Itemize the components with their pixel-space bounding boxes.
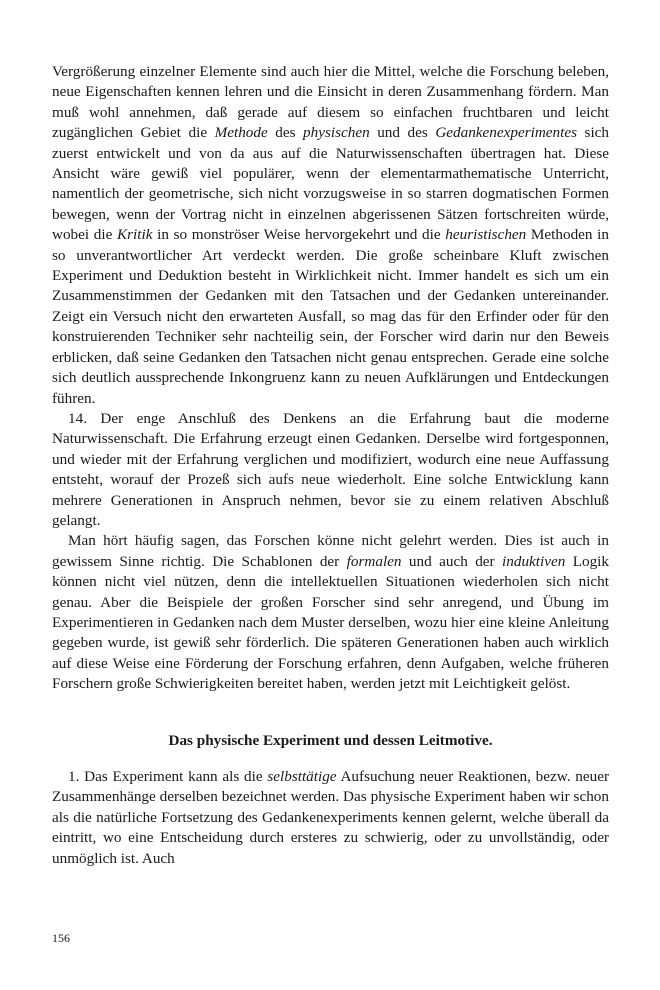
section-heading: Das physische Experiment und dessen Leitmotive.	[168, 731, 493, 749]
text-run: Man hört häufig sagen, das Forschen könne nicht gelehrt werden. Dies ist auch in gewissem Sinne richtig. Die Schablonen der	[52, 532, 609, 570]
text-run: sich zuerst entwickelt und von da aus auf die Naturwissenschaften übertragen hat. Diese Ansicht wäre gewiß viel populärer, wenn der elementarmathematische Unterricht, namentlich der geometrische, sich nicht vorzugsweise in so starren dogmatischen Formen bewegen, wenn der Vortrag nicht in einzelnen abgerissenen Sätzen fortschreiten würde, wobei die	[52, 124, 609, 244]
text-run: Vergrößerung einzelner Elemente sind auch hier die Mittel, welche die Forschung beleben, neue Eigenschaften kennen lehren und die Einsicht in deren Zusammenhang fördern. Man muß wohl annehmen, daß gerade auf diesem so einfachen fruchtbaren und leicht zugänglichen Gebiet die	[52, 63, 609, 142]
text-run: Logik können nicht viel nützen, denn die intellektuellen Situationen wiederholen sich nicht genau. Aber die Beispiele der großen Forscher sind sehr anregend, und Übung im Experimentieren in Gedanken nach dem Muster derselben, wozu hier eine kleine Anleitung gegeben wurde, ist gewiß sehr förderlich. Die späteren Generationen haben auch wirklich auf diese Weise eine Förderung der Forschung erfahren, denn Aufgaben, welche früheren Forschern große Schwierigkeiten bereitet haben, werden jetzt mit Leichtigkeit gelöst.	[52, 552, 609, 693]
body-paragraph-3	[52, 531, 609, 694]
italic-term: induktiven	[502, 552, 566, 570]
page-body	[52, 62, 609, 869]
text-run: und des	[369, 124, 436, 142]
text-run: 1. Das Experiment kann als die	[68, 768, 268, 785]
italic-term: physischen	[303, 124, 370, 142]
italic-term: formalen	[346, 552, 402, 570]
text-run: Methoden in so unverantwortlicher Art verdeckt werden. Die große scheinbare Kluft zwischen Experiment und Deduktion besteht in Wirklichkeit nicht. Immer handelt es sich um ein Zusammenstimmen der Gedanken mit den Tatsachen und der Gedanken untereinander. Zeigt ein Versuch nicht den erwarteten Ausfall, so mag das für den Erfinder oder für den konstruierenden Techniker sehr nachteilig sein, der Forscher wird darin nur den Beweis erblicken, daß seine Gedanken den Tatsachen nicht genau entsprechen. Gerade eine solche sich deutlich aussprechende Inkongruenz kann zu neuen Aufklärungen und Entdeckungen führen.	[52, 226, 609, 407]
body-paragraph-2	[52, 409, 609, 531]
text-run: des	[267, 124, 304, 142]
text-run: Aufsuchung neuer Reaktionen, bezw. neuer Zusammenhänge derselben bezeichnet werden. Das physische Experiment haben wir schon als die natürliche Fortsetzung des Gedankenexperiments kennen gelernt, welche überall da eintritt, wo eine Entscheidung durch ersteres zu schwierig, oder zu unvollständig, oder unmöglich ist. Auch	[52, 768, 610, 867]
text-run: in so monströser Weise hervorgekehrt und die	[152, 226, 446, 244]
italic-term: heuristischen	[445, 226, 527, 244]
text-run: 14. Der enge Anschluß des Denkens an die Erfahrung baut die moderne Naturwissenschaft. Die Erfahrung erzeugt einen Gedanken. Derselbe wird fortgesponnen, und wieder mit der Erfahrung verglichen und modifiziert, wodurch eine neue Auffassung entsteht, worauf der Prozeß sich aufs neue wiederholt. Eine solche Entwicklung kann mehrere Generationen in Anspruch nehmen, bevor sie zu einem relativen Abschluß gelangt.	[52, 409, 609, 529]
page-number: 156	[52, 931, 70, 945]
text-run: und auch der	[401, 552, 503, 570]
italic-term: selbsttätige	[267, 768, 337, 785]
italic-term: Gedankenexperimentes	[435, 124, 577, 142]
body-paragraph-4	[52, 767, 609, 869]
body-paragraph-1	[52, 62, 609, 409]
italic-term: Kritik	[117, 226, 153, 244]
italic-term: Methode	[214, 124, 268, 142]
